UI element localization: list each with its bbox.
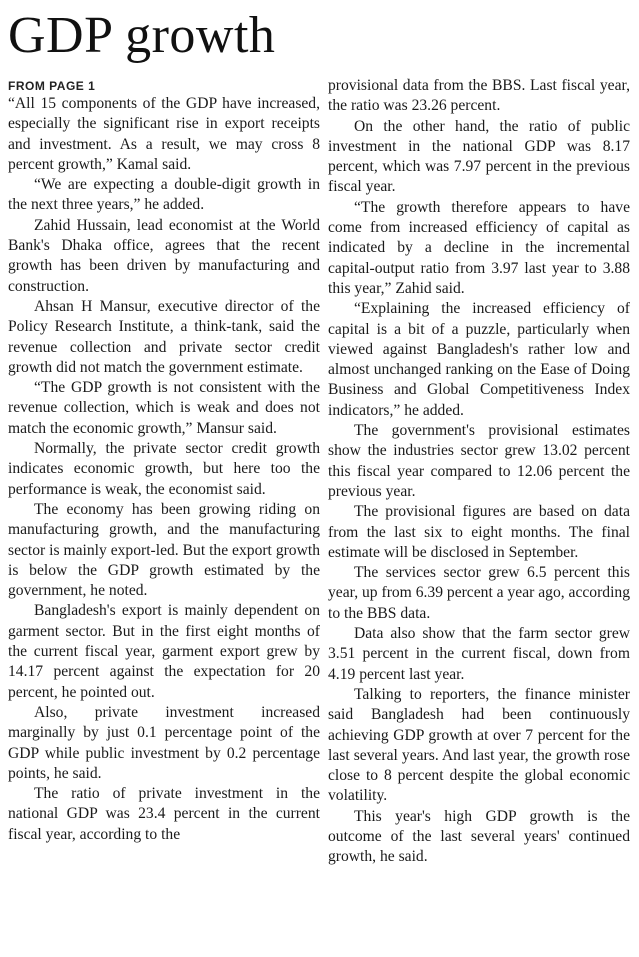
paragraph: Also, private investment increased marginally by just 0.1 percentage point of the GDP while public investment by 0.2 percentage points, he said.: [8, 703, 320, 782]
headline: GDP growth: [8, 7, 276, 64]
paragraph: This year's high GDP growth is the outcome of the last several years' continued growth, he said.: [328, 807, 630, 866]
paragraph: Data also show that the farm sector grew 3.51 percent in the current fiscal, down from 4.19 percent last year.: [328, 625, 630, 683]
paragraph: Ahsan H Mansur, executive director of the Policy Research Institute, a think-tank, said the revenue collection and private sector credit growth did not match the government estimate.: [8, 297, 320, 376]
paragraph: On the other hand, the ratio of public investment in the national GDP was 8.17 percent, which was 7.97 percent in the previous fiscal year.: [328, 117, 630, 196]
paragraph: provisional data from the BBS. Last fiscal year, the ratio was 23.26 percent.: [328, 77, 630, 115]
paragraph: Talking to reporters, the finance minister said Bangladesh had been continuously achieving GDP growth at over 7 percent for the last several years. And last year, the growth rose close to 8 percent despite the global economic volatility.: [328, 685, 630, 805]
paragraph: The economy has been growing riding on manufacturing growth, and the manufacturing sector is mainly export-led. But the export growth is below the GDP growth estimated by the government, he noted.: [8, 500, 320, 600]
paragraph: Bangladesh's export is mainly dependent on garment sector. But in the first eight months of the current fiscal year, garment export grew by 14.17 percent against the expectation for 20 percent, he pointed out.: [8, 602, 320, 701]
column-left: [8, 78, 320, 845]
paragraph: “The GDP growth is not consistent with the revenue collection, which is weak and does not match the economic growth,” Mansur said.: [8, 379, 320, 437]
paragraph: “The growth therefore appears to have come from increased efficiency of capital as indicated by a decline in the incremental capital-output ratio from 3.97 last year to 3.88 this year,” Zahid said.: [328, 198, 630, 297]
paragraph: “All 15 components of the GDP have increased, especially the significant rise in export receipts and investment. As a result, we may cross 8 percent growth,” Kamal said.: [8, 95, 320, 173]
paragraph: The government's provisional estimates show the industries sector grew 13.02 percent this fiscal year compared to 12.06 percent the previous year.: [328, 422, 630, 500]
paragraph: “We are expecting a double-digit growth in the next three years,” he added.: [8, 176, 320, 214]
paragraph: The provisional figures are based on data from the last six to eight months. The final estimate will be disclosed in September.: [328, 503, 630, 561]
paragraph: Zahid Hussain, lead economist at the World Bank's Dhaka office, agrees that the recent growth has been driven by manufacturing and construction.: [8, 216, 320, 295]
paragraph: The services sector grew 6.5 percent this year, up from 6.39 percent a year ago, according to the BBS data.: [328, 564, 631, 622]
paragraph: Normally, the private sector credit growth indicates economic growth, but here too the performance is weak, the economist said.: [8, 440, 320, 498]
paragraph: The ratio of private investment in the national GDP was 23.4 percent in the current fiscal year, according to the: [8, 785, 320, 843]
column-right: [328, 76, 630, 868]
kicker-from-page: FROM PAGE 1: [8, 79, 96, 93]
paragraph: “Explaining the increased efficiency of capital is a bit of a puzzle, particularly when viewed against Bangladesh's rather low and almost unchanged ranking on the Ease of Doing Business and Global Competitiveness Index indicators,” he added.: [328, 300, 630, 419]
